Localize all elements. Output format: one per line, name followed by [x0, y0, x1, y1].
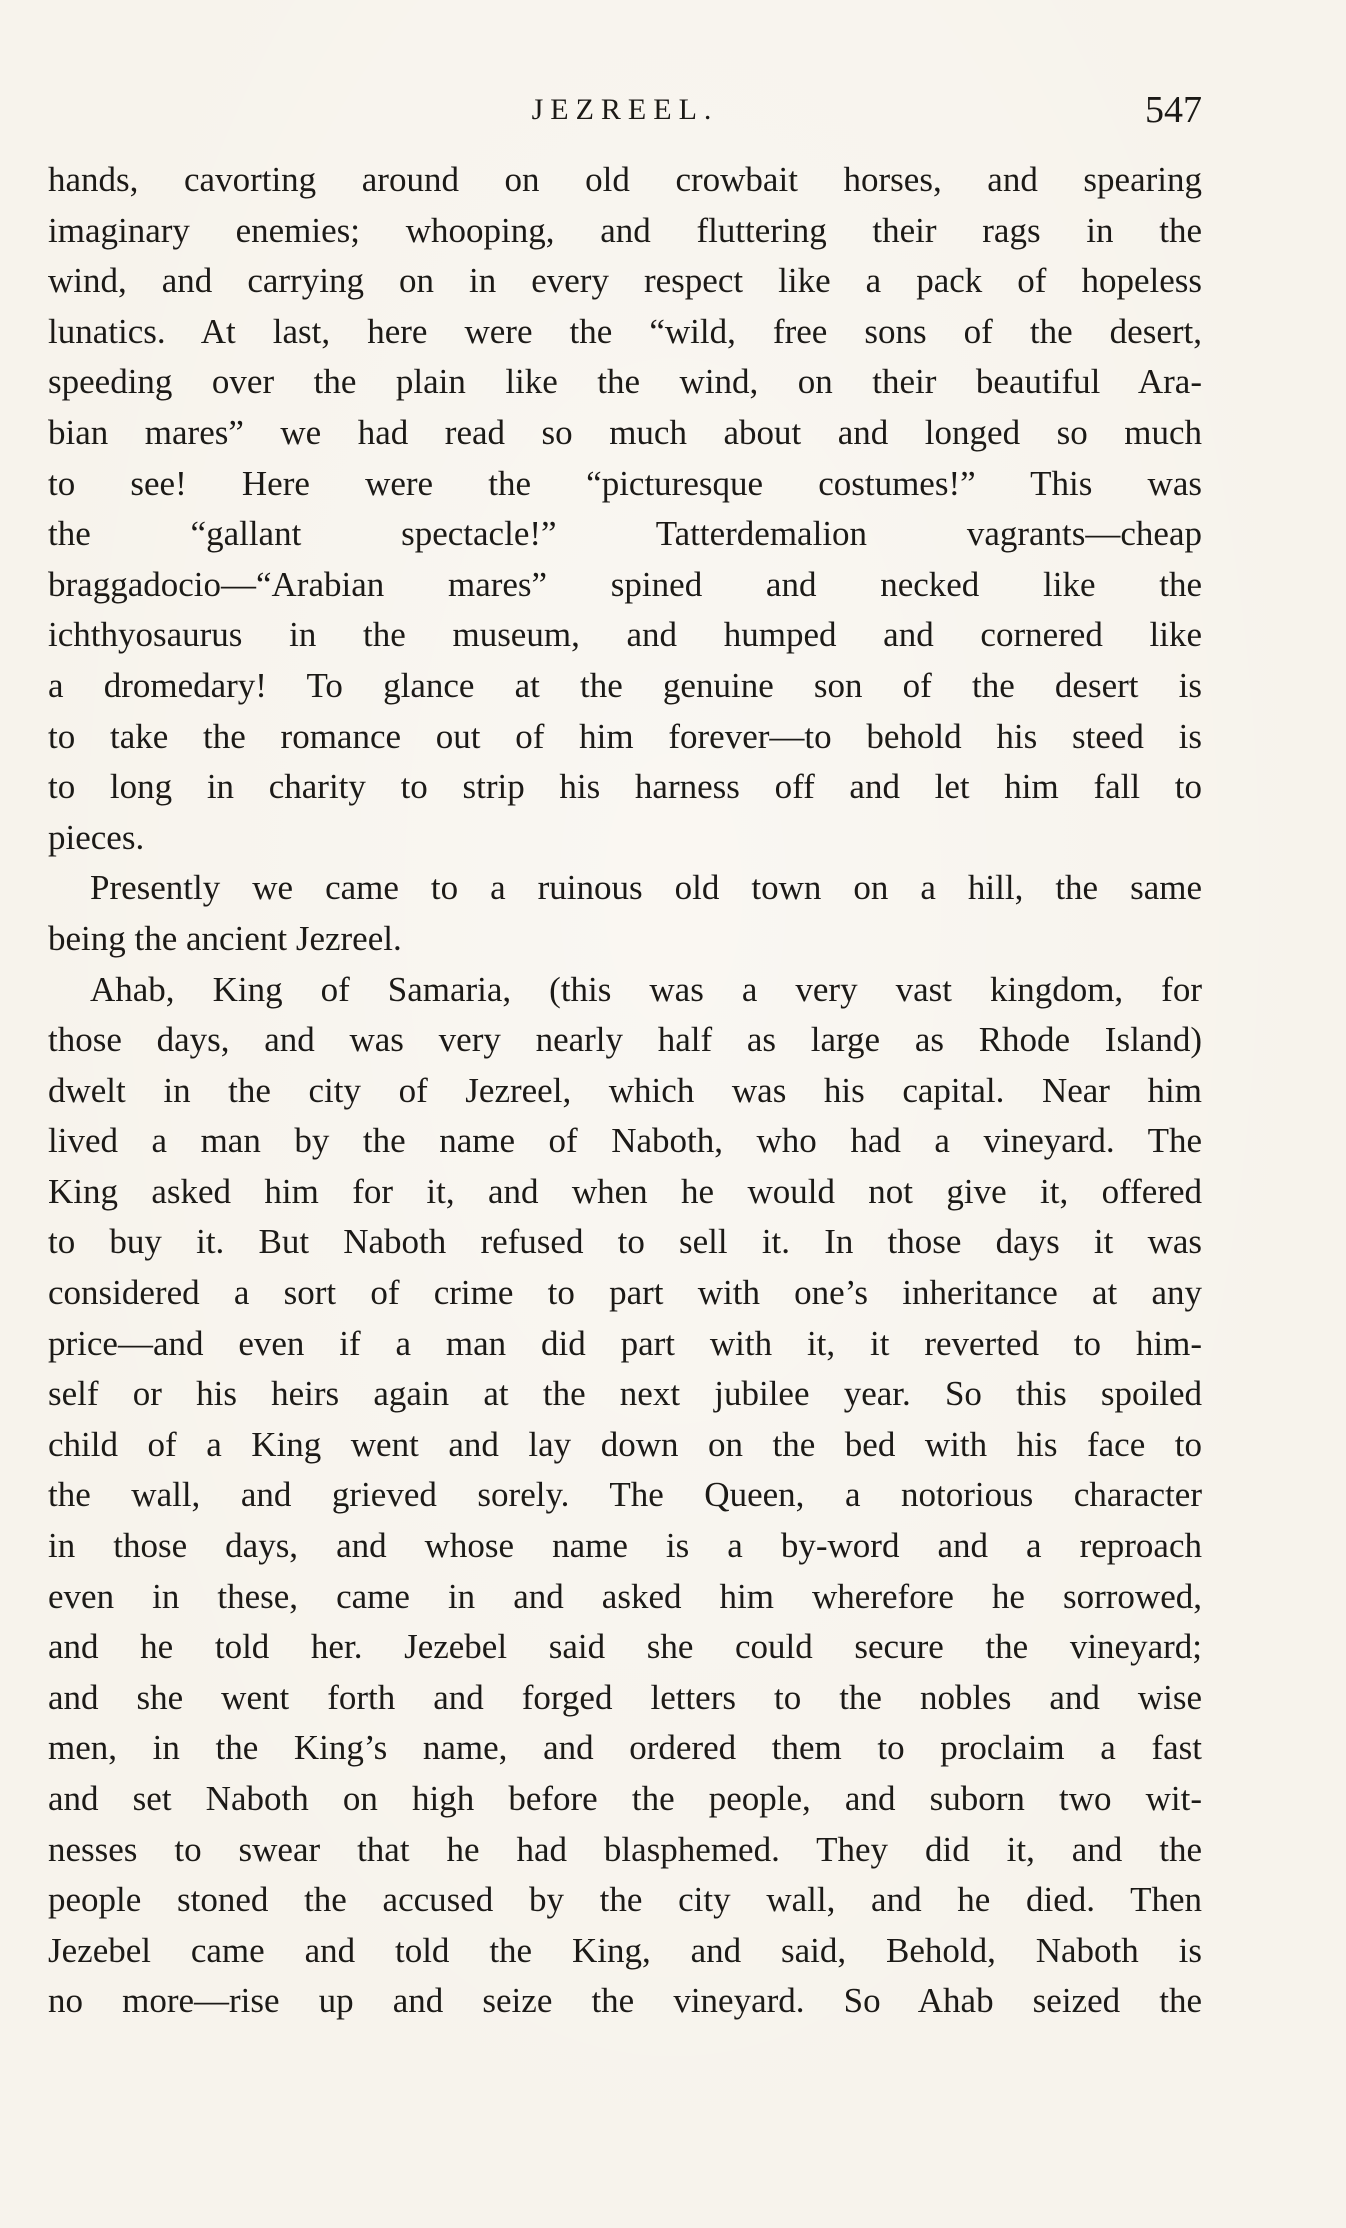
text-line: ichthyosaurus in the museum, and humped and cornered like [48, 615, 1202, 655]
text-line: to buy it. But Naboth refused to sell it. In those days it was [48, 1222, 1202, 1262]
text-line: those days, and was very nearly half as large as Rhode Island) [48, 1020, 1202, 1060]
text-line: hands, cavorting around on old crowbait horses, and spearing [48, 160, 1202, 199]
text-line: pieces. [48, 817, 145, 857]
text-line: speeding over the plain like the wind, on their beautiful Ara- [48, 362, 1202, 402]
text-line: even in these, came in and asked him wherefore he sorrowed, [48, 1576, 1202, 1616]
text-line: men, in the King’s name, and ordered them to proclaim a fast [48, 1728, 1202, 1768]
text-line: self or his heirs again at the next jubilee year. So this spoiled [48, 1374, 1202, 1414]
text-line: and set Naboth on high before the people, and suborn two wit- [48, 1779, 1202, 1818]
text-line: lunatics. At last, here were the “wild, free sons of the desert, [48, 311, 1202, 351]
text-line: price—and even if a man did part with it, it reverted to him- [48, 1323, 1202, 1363]
body-text [48, 155, 1202, 2027]
text-line: considered a sort of crime to part with one’s inheritance at any [48, 1273, 1202, 1313]
text-line: bian mares” we had read so much about and longed so much [48, 412, 1202, 452]
text-line: to long in charity to strip his harness off and let him fall to [48, 767, 1202, 807]
text-line: being the ancient Jezreel. [48, 918, 402, 958]
text-line: and she went forth and forged letters to the nobles and wise [48, 1677, 1202, 1717]
page-number: 547 [1145, 89, 1202, 131]
text-line: King asked him for it, and when he would not give it, offered [48, 1171, 1202, 1211]
text-line: imaginary enemies; whooping, and fluttering their rags in the [48, 210, 1202, 250]
running-title: JEZREEL. [531, 93, 719, 126]
text-line: the wall, and grieved sorely. The Queen, a notorious character [48, 1475, 1202, 1515]
text-line: to take the romance out of him forever—to behold his steed is [48, 716, 1202, 756]
text-line: Jezebel came and told the King, and said, Behold, Naboth is [48, 1930, 1202, 1970]
text-line: nesses to swear that he had blasphemed. They did it, and the [48, 1829, 1202, 1869]
text-line: to see! Here were the “picturesque costumes!” This was [48, 463, 1202, 503]
text-line: a dromedary! To glance at the genuine son of the desert is [48, 665, 1202, 705]
text-line: and he told her. Jezebel said she could secure the vineyard; [48, 1627, 1202, 1667]
text-line: the “gallant spectacle!” Tatterdemalion vagrants—cheap [48, 514, 1202, 554]
text-line: no more—rise up and seize the vineyard. So Ahab seized the [48, 1981, 1202, 2021]
text-line: lived a man by the name of Naboth, who had a vineyard. The [48, 1121, 1202, 1161]
text-line: dwelt in the city of Jezreel, which was his capital. Near him [48, 1070, 1202, 1110]
text-line: child of a King went and lay down on the bed with his face to [48, 1424, 1202, 1464]
paragraph-2 [48, 863, 1202, 964]
paragraph-1 [48, 155, 1202, 863]
paragraph-3 [48, 965, 1202, 2027]
text-line: wind, and carrying on in every respect like a pack of hopeless [48, 261, 1202, 301]
text-line: braggadocio—“Arabian mares” spined and necked like the [48, 564, 1202, 604]
text-line: in those days, and whose name is a by-word and a reproach [48, 1526, 1202, 1566]
text-line: people stoned the accused by the city wall, and he died. Then [48, 1880, 1202, 1920]
text-line: Ahab, King of Samaria, (this was a very vast kingdom, for [90, 969, 1202, 1009]
text-line: Presently we came to a ruinous old town on a hill, the same [90, 868, 1202, 908]
running-head [48, 88, 1202, 132]
